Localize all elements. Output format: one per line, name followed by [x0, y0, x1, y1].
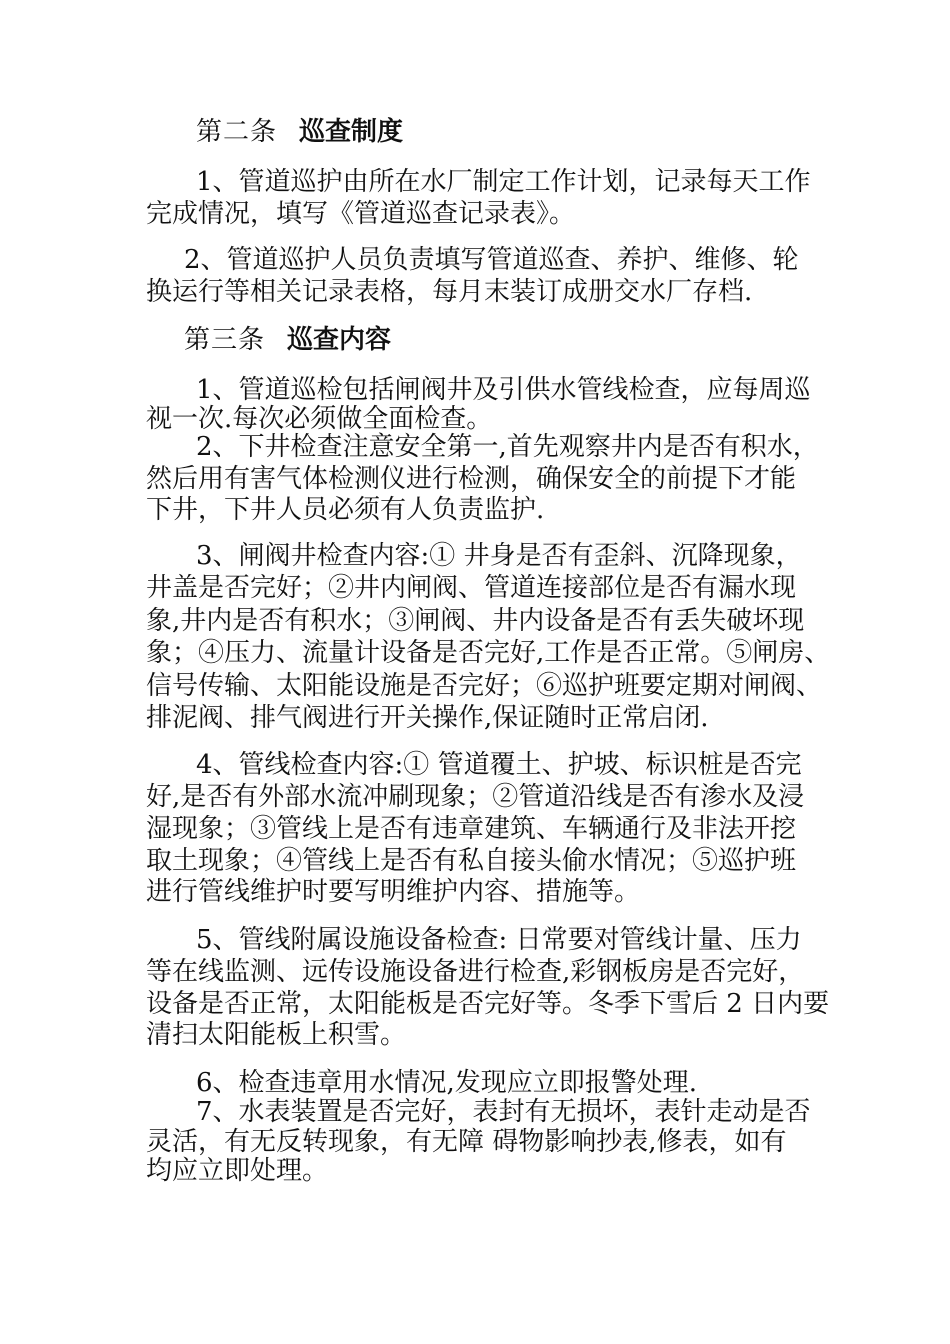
paragraph-line: 象；④压力、流量计设备是否完好,工作是否正常。⑤闸房、	[146, 638, 831, 668]
paragraph-line: 信号传输、太阳能设施是否完好；⑥巡护班要定期对闸阀、	[146, 671, 823, 701]
paragraph-line: 湿现象；③管线上是否有违章建筑、车辆通行及非法开挖	[146, 814, 797, 844]
paragraph-line: 取土现象；④管线上是否有私自接头偷水情况；⑤巡护班	[146, 846, 797, 876]
paragraph-line: 等在线监测、远传设施设备进行检查,彩钢板房是否完好，	[146, 957, 805, 987]
paragraph-line: 4、管线检查内容:① 管道覆土、护坡、标识桩是否完	[196, 750, 802, 780]
paragraph-line: 排泥阀、排气阀进行开关操作,保证随时正常启闭.	[146, 703, 709, 733]
paragraph-line: 好,是否有外部水流冲刷现象；②管道沿线是否有渗水及浸	[146, 782, 805, 812]
paragraph-line: 井盖是否完好；②井内闸阀、管道连接部位是否有漏水现	[146, 573, 797, 603]
article-number: 第三条	[184, 325, 266, 355]
paragraph-line: 完成情况，填写《管道巡查记录表》。	[146, 199, 576, 229]
article-number: 第二条	[196, 117, 278, 147]
paragraph-line: 1、管道巡护由所在水厂制定工作计划，记录每天工作	[196, 167, 811, 197]
paragraph-line: 均应立即处理。	[146, 1156, 329, 1186]
paragraph-line: 1、管道巡检包括闸阀井及引供水管线检查，应每周巡	[196, 375, 811, 405]
paragraph-line: 2、下井检查注意安全第一,首先观察井内是否有积水，	[196, 432, 819, 462]
paragraph-line: 6、检查违章用水情况,发现应立即报警处理.	[196, 1068, 698, 1098]
paragraph-line: 进行管线维护时要写明维护内容、措施等。	[146, 877, 641, 907]
paragraph-line: 7、水表装置是否完好，表封有无损坏，表针走动是否	[196, 1097, 811, 1127]
article-title: 巡查制度	[299, 117, 404, 147]
article-heading	[184, 324, 391, 356]
paragraph-line: 视一次.每次必须做全面检查。	[146, 404, 493, 434]
paragraph-line: 2、管道巡护人员负责填写管道巡查、养护、维修、轮	[184, 245, 799, 275]
paragraph-line: 然后用有害气体检测仪进行检测，确保安全的前提下才能	[146, 464, 797, 494]
paragraph-line: 象,井内是否有积水；③闸阀、井内设备是否有丢失破坏现	[146, 606, 805, 636]
paragraph-line: 5、管线附属设施设备检查: 日常要对管线计量、压力	[196, 925, 802, 955]
paragraph-line: 3、闸阀井检查内容:① 井身是否有歪斜、沉降现象，	[196, 541, 802, 571]
paragraph-line: 设备是否正常，太阳能板是否完好等。冬季下雪后 2 日内要	[146, 989, 830, 1019]
paragraph-line: 灵活，有无反转现象，有无障 碍物影响抄表,修表，如有	[146, 1127, 787, 1157]
paragraph-line: 清扫太阳能板上积雪。	[146, 1020, 407, 1050]
article-title: 巡查内容	[287, 325, 392, 355]
article-heading	[196, 116, 403, 148]
paragraph-line: 下井，下井人员必须有人负责监护.	[146, 495, 545, 525]
paragraph-line: 换运行等相关记录表格，每月末装订成册交水厂存档.	[146, 277, 753, 307]
